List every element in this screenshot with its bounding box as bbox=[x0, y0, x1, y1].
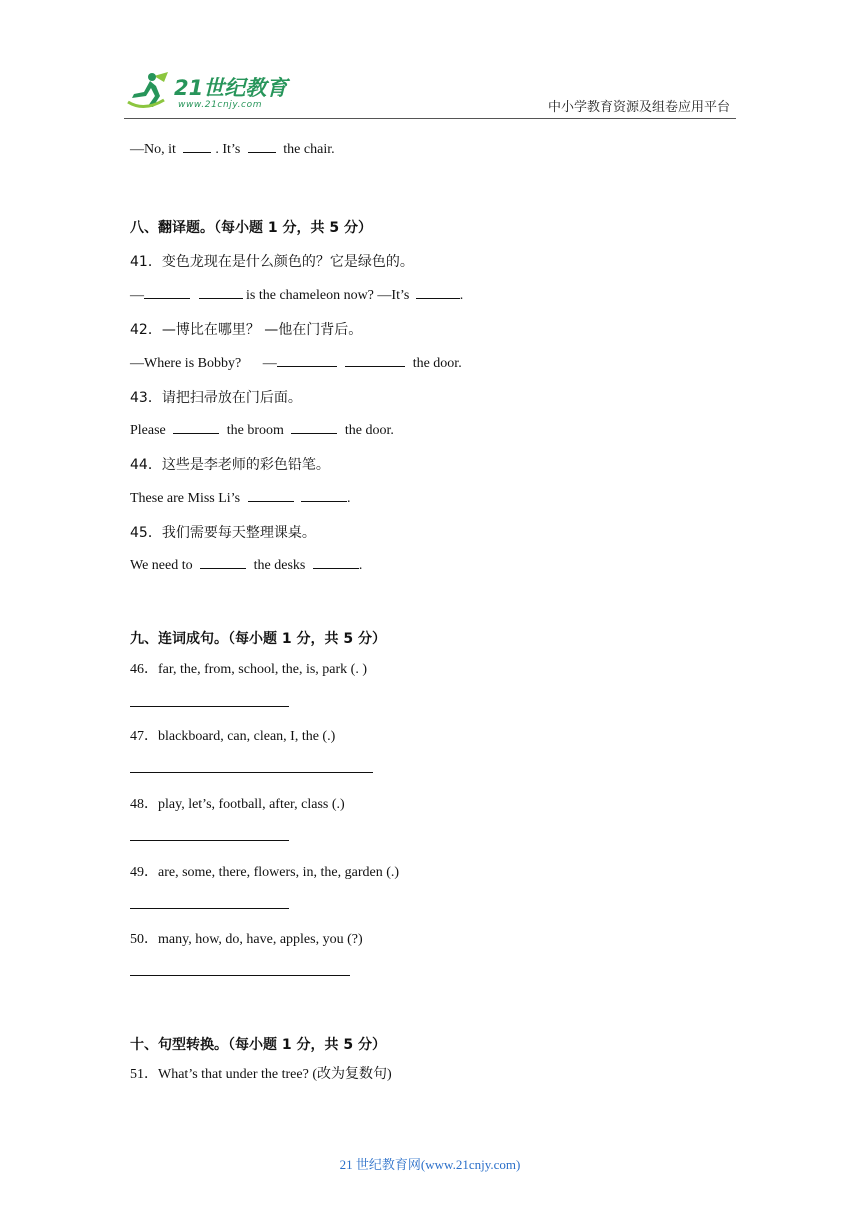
q44-prompt: 44．这些是李老师的彩色铅笔。 bbox=[130, 457, 330, 473]
q50-prompt: 50．many, how, do, have, apples, you (?) bbox=[130, 932, 363, 947]
q42-answer bbox=[130, 354, 462, 372]
blank bbox=[200, 556, 246, 569]
q43-mid: the broom bbox=[226, 423, 284, 438]
q43-prompt: 43．请把扫帚放在门后面。 bbox=[130, 390, 302, 406]
q48-prompt: 48．play, let’s, football, after, class (.) bbox=[130, 797, 345, 812]
blank bbox=[277, 354, 337, 367]
section-9-title: 九、连词成句。（每小题 1 分，共 5 分） bbox=[130, 631, 386, 647]
q41-end: . bbox=[459, 288, 464, 303]
q45-prefix: We need to bbox=[130, 558, 193, 573]
q41-prompt: 41．变色龙现在是什么颜色的？它是绿色的。 bbox=[130, 254, 414, 270]
blank bbox=[248, 489, 294, 502]
blank bbox=[301, 489, 347, 502]
logo bbox=[124, 68, 294, 114]
section-10-title: 十、句型转换。（每小题 1 分，共 5 分） bbox=[130, 1037, 386, 1053]
q42-prompt: 42．—博比在哪里？ —他在门背后。 bbox=[130, 322, 363, 338]
q46-answer-line[interactable] bbox=[130, 706, 289, 707]
q43-prefix: Please bbox=[130, 423, 166, 438]
q43-answer bbox=[130, 421, 394, 439]
carryover-prefix: —No, it bbox=[130, 142, 176, 157]
q41-prefix: — bbox=[130, 288, 144, 303]
header-rule bbox=[124, 118, 736, 119]
blank bbox=[291, 421, 337, 434]
carryover-line bbox=[130, 140, 335, 158]
blank bbox=[199, 286, 243, 299]
blank bbox=[313, 556, 359, 569]
q45-answer bbox=[130, 556, 362, 574]
blank bbox=[416, 286, 460, 299]
q46-prompt: 46．far, the, from, school, the, is, park (. ) bbox=[130, 662, 367, 677]
q42-end: the door. bbox=[412, 356, 462, 371]
q47-answer-line[interactable] bbox=[130, 772, 373, 773]
q47-prompt: 47．blackboard, can, clean, I, the (.) bbox=[130, 729, 336, 744]
platform-tagline: 中小学教育资源及组卷应用平台 bbox=[547, 100, 730, 115]
runner-logo-icon bbox=[124, 70, 180, 112]
q44-prefix: These are Miss Li’s bbox=[130, 491, 241, 506]
blank bbox=[248, 140, 276, 153]
q45-prompt: 45．我们需要每天整理课桌。 bbox=[130, 525, 316, 541]
q45-end: . bbox=[358, 558, 363, 573]
q49-answer-line[interactable] bbox=[130, 908, 289, 909]
blank bbox=[183, 140, 211, 153]
page-header bbox=[0, 0, 860, 125]
logo-text: 21世纪教育 bbox=[174, 76, 288, 100]
q51-prompt: 51．What’s that under the tree? (改为复数句) bbox=[130, 1067, 392, 1082]
q44-end: . bbox=[347, 491, 351, 506]
q45-mid: the desks bbox=[253, 558, 306, 573]
section-8-title: 八、翻译题。（每小题 1 分，共 5 分） bbox=[130, 220, 372, 236]
blank bbox=[144, 286, 190, 299]
q42-prefix: —Where is Bobby? bbox=[130, 356, 242, 371]
q50-answer-line[interactable] bbox=[130, 975, 350, 976]
q48-answer-line[interactable] bbox=[130, 840, 289, 841]
q49-prompt: 49．are, some, there, flowers, in, the, garden (.) bbox=[130, 865, 400, 880]
q41-answer bbox=[130, 286, 463, 304]
blank bbox=[173, 421, 219, 434]
q42-dash: — bbox=[262, 356, 277, 371]
q43-end: the door. bbox=[344, 423, 394, 438]
footer-link[interactable]: 21 世纪教育网(www.21cnjy.com) bbox=[339, 1157, 521, 1172]
blank bbox=[345, 354, 405, 367]
carryover-end: the chair. bbox=[283, 142, 335, 157]
q44-answer bbox=[130, 489, 351, 507]
carryover-mid: . It’s bbox=[215, 142, 241, 157]
logo-url: www.21cnjy.com bbox=[178, 100, 263, 110]
q41-mid: is the chameleon now? —It’s bbox=[246, 288, 410, 303]
